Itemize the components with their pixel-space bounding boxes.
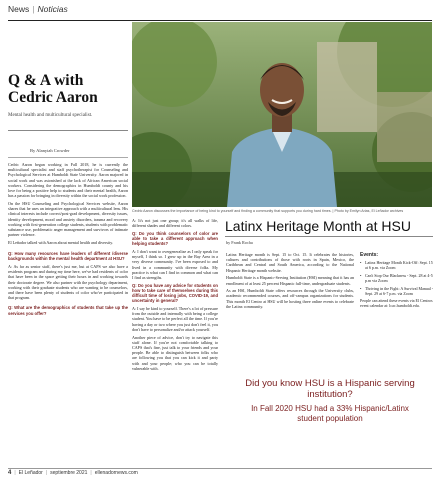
latinx-paragraph: Latinx Heritage month is Sept. 15 to Oct. 15. It celebrates the histories, cultures and contributions of those with roots in Spain, Mexico, the Caribbean and Central and South America, according to the National Hispanic Heritage month website. — [226, 252, 354, 273]
section-divider: | — [32, 4, 35, 14]
footer-rule — [8, 468, 432, 469]
footer-separator: | — [45, 470, 48, 476]
latinx-paragraph: As an HSI, Humboldt State offers resources through the University clubs, academic recommended courses, and off-campus organizations for students. This month El Centro at HSU will be hosting three online events to celebrate the Latinx community. — [226, 288, 354, 309]
answer-4: A: I say be kind to yourself. There's a lot of pressure from the outside and internally with being a college student. You have to be perfect all the time. If you're having a day or two where you just don't feel it, you don't have to personalize and/or attack yourself. — [132, 306, 218, 332]
section-header — [8, 4, 68, 14]
answer-2: A: It's not just one group; it's all walks of life, different shades and different colors. — [132, 218, 218, 229]
section-label-es: Noticias — [37, 4, 68, 14]
latinx-body — [226, 252, 354, 312]
intro-paragraph: Cedric Aaron began working in Fall 2018, he is currently the multicultural specialist and staff psychotherapist for Counseling and Psychological Services at Humboldt State University. Aaron majored in social work and was astonished at the lack of African American social workers. Considering the demographics in Humboldt county and his love for being a positive help to students and their mental health, Aaron has a passion for bringing in diversity within the social work profession. — [8, 162, 128, 199]
qa-headline — [8, 72, 128, 106]
events-heading: Events: — [360, 252, 379, 258]
latinx-headline: Latinx Heritage Month at HSU — [225, 218, 411, 234]
qa-column-2 — [132, 218, 218, 373]
answer-4-continued: Another piece of advice, don't try to navigate this stuff alone. If you're not comfortable talking to CAPS that's fine, just talk to your friends and your people. Be able to distinguish between folks who are following you that you can kick it and party with and your people; who you can be totally vulnerable with. — [132, 334, 218, 371]
footer-separator: | — [14, 470, 16, 476]
latinx-byline: by Frank Rocha — [226, 240, 253, 245]
intro-paragraph: El Leñador talked with Aaron about mental health and diversity. — [8, 239, 114, 245]
photo-illustration — [132, 22, 432, 207]
callout-stat-line-1: In Fall 2020 HSU had a 33% Hispanic/Latinx — [251, 404, 409, 413]
byline-rule — [8, 157, 128, 158]
latinx-paragraph: Humboldt State is a Hispanic-Serving Institution (HSI) meaning that it has an enrollment of at least 25 percent Hispanic full-time, undergraduate students. — [226, 275, 354, 286]
website-link[interactable]: ellenadornews.com — [94, 470, 138, 476]
qa-headline-line-2: Cedric Aaron — [8, 89, 98, 106]
qa-subtitle: Mental health and multicultural specialist. — [8, 113, 93, 118]
qa-byline: By Alanyiah Crowder — [30, 148, 70, 153]
event-item: • Latinx Heritage Month Kick-Off: Sept. 15 at 6 p.m. via Zoom — [360, 260, 436, 270]
top-rule — [8, 20, 432, 21]
hsi-callout — [225, 378, 435, 424]
cedric-aaron-photo — [132, 22, 432, 207]
section-label: News — [8, 4, 30, 14]
question-2: Q: What are the demographics of students that take up the services you offer? — [8, 305, 128, 316]
latinx-rule — [225, 236, 433, 237]
photo-caption: Cedric Aaron discusses the importance of being kind to yourself and finding a community that supports you during hard times. | Photo by Emilyn Arias, El Leñador archives — [132, 209, 404, 213]
question-4: Q: Do you have any advice for students on how to take care of themselves during this difficult time of losing jobs, COVID-19, and uncertainty in general? — [132, 282, 218, 304]
events-list — [360, 260, 436, 299]
intro-paragraph: On the HSU Counseling and Psychological Services website, Aaron shares that he uses an integrative approach with a multicultural lens. His clinical interests include correct/post-grad development, diversity issues, identity development, mood and anxiety disorders, trauma and recovery working with first-generation college students, students with problematic substance use, problematic anger management and survivors of intimate partner violence. — [8, 200, 128, 238]
qa-column-1 — [8, 162, 128, 318]
event-item: • Thriving in the Fight: A Survival Manual - Sept. 29 at 6-7 p.m. via Zoom — [360, 286, 436, 296]
page-number: 4 — [8, 470, 12, 476]
event-item: • Can't Stop Our Blackness - Sept. 28 at 4-5 p.m via Zoom — [360, 273, 436, 283]
subtitle-rule — [8, 130, 128, 131]
question-3: Q: Do you think counselors of color are able to take a different approach when helping students? — [132, 230, 218, 247]
answer-1: A: As far as senior staff, there's just me, but at CAPS we also have a residents program and during my time here, we've had residents of color that have been in the space getting their hours in and working towards their doctorate degree. We also partner with the psychology department, working with their graduate students who are wanting to be counselors, and there have been plenty of students of color who've participated in that program. — [8, 263, 128, 301]
callout-question: Did you know HSU is a Hispanic serving institution? — [245, 378, 415, 400]
page-footer — [8, 470, 138, 476]
issue-date: septiembre 2021 — [50, 470, 88, 476]
callout-stat-line-2: student population — [297, 414, 363, 423]
publication-name: El Leñador — [18, 470, 43, 476]
footer-separator: | — [90, 470, 92, 476]
events-note: People can attend these events via El Centros event calendar at: lcac.humboldt.edu. — [360, 298, 433, 308]
question-1: Q: How many resources have leaders of different /diverse backgrounds within the mental health department at HSU? — [8, 251, 128, 262]
answer-3: A: I don't want to overgeneralize as I only speak for myself, I think so. I grew up in the Bay Area in a very diverse community. I've been exposed to and lived in a community with diverse folks. My practice is what can I find in common and what can I find as strengths. — [132, 249, 218, 281]
qa-headline-line-1: Q & A with — [8, 72, 84, 89]
